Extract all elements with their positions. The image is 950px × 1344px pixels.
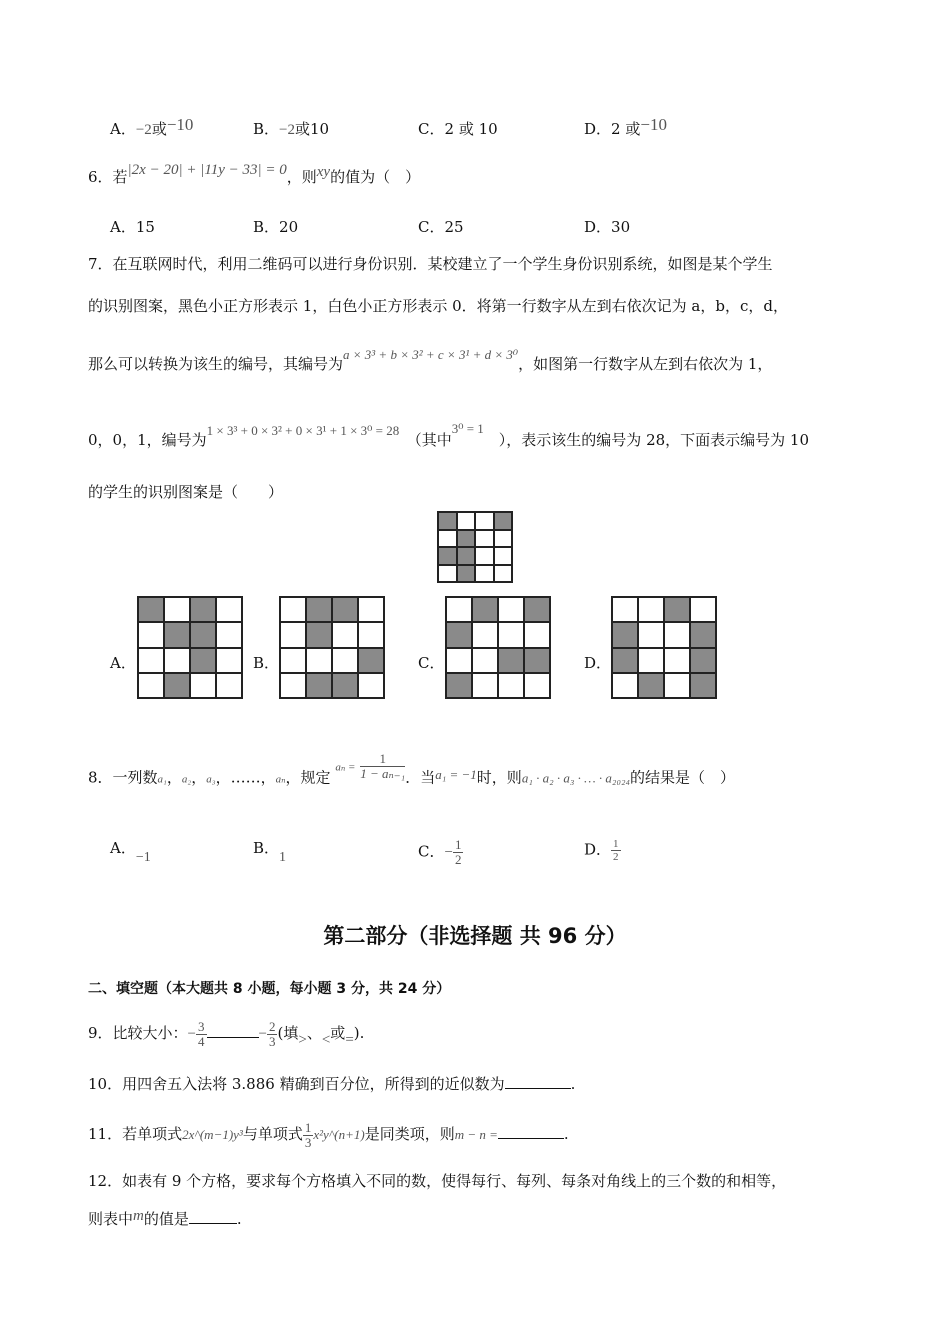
- q7-option-d-pattern: [611, 596, 717, 699]
- question-text: ，规定: [285, 768, 331, 787]
- option-value: 15: [135, 218, 155, 236]
- grid-cell-r4-c4: [494, 565, 513, 583]
- question-text: ．当: [405, 768, 436, 787]
- grid-cell-r4-c3: [475, 565, 494, 583]
- grid-cell-r1-c3: [498, 597, 524, 622]
- option-label: A．: [110, 839, 136, 857]
- option-label: C．: [418, 842, 445, 861]
- grid-cell-r1-c2: [164, 597, 190, 622]
- math-term: a₂: [181, 773, 192, 786]
- question-end: .: [563, 1125, 569, 1143]
- section-2-heading: 二、填空题（本大题共 8 小题，每小题 3 分，共 24 分）: [88, 981, 451, 997]
- answer-blank[interactable]: [189, 1209, 237, 1224]
- formula-fraction: [360, 752, 405, 781]
- question-text: 或: [330, 1024, 346, 1042]
- grid-cell-r1-c4: [524, 597, 550, 622]
- fraction-denominator: 3: [268, 1033, 276, 1049]
- grid-cell-r3-c1: [138, 648, 164, 673]
- question-text: 的值为（ ）: [330, 168, 421, 186]
- fraction-numerator: 1: [360, 752, 405, 767]
- part-2-title: 第二部分（非选择题 共 96 分）: [323, 924, 627, 948]
- option-value: 10: [478, 120, 498, 138]
- grid-cell-r2-c4: [216, 622, 242, 647]
- grid-cell-r2-c3: [475, 530, 494, 548]
- question-text: 与单项式: [242, 1125, 303, 1143]
- grid-cell-r4-c3: [498, 673, 524, 698]
- separator: ，……，: [215, 768, 276, 787]
- grid-cell-r4-c4: [690, 673, 716, 698]
- math-variable: xy: [316, 164, 331, 180]
- fraction-denominator: 3: [304, 1134, 312, 1150]
- grid-cell-r4-c3: [190, 673, 216, 698]
- fraction-sign: −: [187, 1026, 197, 1042]
- math-product: a₁ · a₂ · a₃ · … · a₂₀₂₄: [521, 770, 631, 786]
- q7-option-c-label: C．: [418, 654, 445, 672]
- question-end: .: [236, 1210, 242, 1228]
- math-term: aₙ: [275, 773, 286, 786]
- question-10: [88, 1074, 575, 1094]
- math-term: a₁: [157, 773, 167, 786]
- fraction-sign: −: [258, 1026, 267, 1042]
- grid-cell-r4-c2: [306, 673, 332, 698]
- option-sep: 或: [458, 120, 474, 138]
- question-text: 0，0，1，编号为: [88, 431, 207, 449]
- option-label: D．: [584, 120, 612, 138]
- fraction-denominator: 2: [613, 851, 619, 863]
- q7-line-5: 的学生的识别图案是（ ）: [88, 483, 284, 501]
- grid-cell-r4-c4: [216, 673, 242, 698]
- question-text: ).: [353, 1024, 365, 1042]
- grid-cell-r3-c2: [306, 648, 332, 673]
- grid-cell-r2-c1: [280, 622, 306, 647]
- grid-cell-r1-c1: [138, 597, 164, 622]
- fraction-neg-2-3: [267, 1020, 278, 1049]
- fraction-denominator: 1 − aₙ₋₁: [360, 766, 406, 781]
- question-text: 那么可以转换为该生的编号，其编号为: [88, 355, 344, 373]
- math-condition: a₁ = −1: [435, 766, 477, 782]
- grid-cell-r3-c2: [164, 648, 190, 673]
- grid-cell-r2-c2: [457, 530, 476, 548]
- q7-line-4: [88, 421, 810, 451]
- math-expression: |2x − 20| + |11y − 33| = 0: [127, 162, 287, 178]
- option-value: 20: [279, 218, 299, 236]
- option-sep: 或: [151, 120, 167, 138]
- fraction-numerator: 1: [613, 838, 619, 850]
- grid-cell-r4-c1: [446, 673, 472, 698]
- grid-cell-r1-c2: [472, 597, 498, 622]
- q8-option-b: [253, 838, 287, 865]
- question-number: 9．比较大小：: [88, 1024, 188, 1042]
- grid-cell-r2-c4: [494, 530, 513, 548]
- grid-cell-r3-c3: [498, 648, 524, 673]
- grid-cell-r2-c1: [138, 622, 164, 647]
- fraction-denominator: 2: [454, 852, 462, 867]
- q6-option-d: [584, 217, 630, 237]
- grid-cell-r4-c4: [358, 673, 384, 698]
- answer-blank[interactable]: [207, 1023, 259, 1038]
- q6-option-b: [253, 217, 298, 237]
- monomial-1: 2x^(m−1)y³: [182, 1127, 243, 1142]
- grid-cell-r1-c2: [638, 597, 664, 622]
- question-number: 11．若单项式: [88, 1125, 183, 1143]
- option-value: −2: [135, 122, 152, 138]
- q5-option-c: [418, 119, 498, 139]
- fraction-denominator: 4: [198, 1033, 205, 1049]
- option-value: −10: [640, 115, 667, 134]
- question-number: 8．一列数: [88, 768, 158, 787]
- separator: ，: [166, 768, 182, 787]
- grid-cell-r3-c3: [664, 648, 690, 673]
- fraction-numerator: 3: [198, 1018, 205, 1034]
- q8-option-d: [584, 838, 621, 863]
- grid-cell-r1-c2: [457, 512, 476, 530]
- option-label: C．: [418, 120, 445, 138]
- option-sign: −: [444, 844, 453, 861]
- option-value: −2: [279, 122, 295, 138]
- grid-cell-r4-c2: [472, 673, 498, 698]
- fraction-neg-3-4: [196, 1020, 207, 1049]
- q7-option-c-pattern: [445, 596, 551, 699]
- option-label: B．: [253, 839, 280, 857]
- option-fraction: [453, 838, 464, 867]
- grid-cell-r2-c3: [332, 622, 358, 647]
- question-text: ），表示该生的编号为 28，下面表示编号为 10: [498, 431, 810, 449]
- question-text: 的值是: [143, 1210, 189, 1228]
- fraction-numerator: 2: [268, 1018, 276, 1034]
- recurrence-formula: [335, 752, 405, 781]
- grid-cell-r2-c2: [638, 622, 664, 647]
- math-term: a₃: [206, 773, 216, 786]
- grid-cell-r3-c4: [358, 648, 384, 673]
- separator: ，: [191, 768, 207, 787]
- q8-option-a: [110, 838, 151, 865]
- grid-cell-r1-c3: [190, 597, 216, 622]
- option-label: B．: [253, 120, 280, 138]
- q7-option-a-pattern: [137, 596, 243, 699]
- option-label: D．: [584, 218, 612, 236]
- q5-option-d: [584, 115, 667, 139]
- grid-cell-r1-c1: [280, 597, 306, 622]
- question-text: 是同类项，则: [364, 1125, 455, 1143]
- q7-line-3: [88, 347, 773, 375]
- grid-cell-r3-c4: [494, 547, 513, 565]
- grid-cell-r1-c1: [438, 512, 457, 530]
- grid-cell-r3-c1: [446, 648, 472, 673]
- equals-symbol: =: [345, 1032, 354, 1048]
- grid-cell-r1-c3: [475, 512, 494, 530]
- grid-cell-r2-c4: [690, 622, 716, 647]
- grid-cell-r3-c2: [638, 648, 664, 673]
- math-variable: m: [133, 1208, 144, 1224]
- option-sep: 或: [625, 120, 641, 138]
- grid-cell-r4-c2: [457, 565, 476, 583]
- question-text: （其中: [414, 431, 452, 449]
- grid-cell-r1-c4: [358, 597, 384, 622]
- grid-cell-r2-c1: [438, 530, 457, 548]
- grid-cell-r2-c2: [164, 622, 190, 647]
- grid-cell-r4-c1: [612, 673, 638, 698]
- question-11: [88, 1114, 569, 1155]
- grid-cell-r1-c1: [612, 597, 638, 622]
- grid-cell-r3-c2: [457, 547, 476, 565]
- q5-option-a: [110, 115, 194, 140]
- question-end: .: [570, 1075, 576, 1093]
- formula-lhs: aₙ =: [335, 761, 356, 774]
- grid-cell-r3-c3: [475, 547, 494, 565]
- question-8: [88, 751, 736, 793]
- option-label: A．: [110, 120, 136, 138]
- fraction-numerator: 1: [304, 1119, 312, 1135]
- math-formula: 3⁰ = 1: [451, 421, 484, 436]
- math-expression: m − n =: [454, 1127, 498, 1142]
- separator: 、: [306, 1024, 322, 1042]
- q6-option-a: [110, 217, 155, 237]
- grid-cell-r3-c4: [690, 648, 716, 673]
- option-value: 2: [611, 120, 621, 138]
- option-value: 1: [279, 850, 287, 865]
- grid-cell-r4-c4: [524, 673, 550, 698]
- q7-line-2: 的识别图案，黑色小正方形表示 1，白色小正方形表示 0．将第一行数字从左到右依次记为 a，b，c，d，: [88, 297, 788, 315]
- q12-line-2: [88, 1209, 242, 1230]
- math-formula: 1 × 3³ + 0 × 3² + 0 × 3¹ + 1 × 3⁰ = 28: [206, 423, 400, 438]
- q7-line-1: 7．在互联网时代，利用二维码可以进行身份识别．某校建立了一个学生身份识别系统，如图是某个学生: [88, 255, 773, 273]
- question-text: ，则: [286, 168, 317, 186]
- option-value: 10: [310, 120, 330, 138]
- grid-cell-r2-c2: [472, 622, 498, 647]
- monomial-2: x²y^(n+1): [313, 1127, 365, 1142]
- grid-cell-r2-c3: [498, 622, 524, 647]
- option-value: 30: [611, 218, 631, 236]
- greater-than-symbol: >: [298, 1032, 307, 1048]
- grid-cell-r3-c4: [524, 648, 550, 673]
- grid-cell-r2-c4: [524, 622, 550, 647]
- grid-cell-r4-c1: [438, 565, 457, 583]
- example-id-pattern: [437, 511, 513, 583]
- fraction-numerator: 1: [454, 837, 462, 852]
- option-value: 25: [444, 218, 464, 236]
- grid-cell-r1-c4: [690, 597, 716, 622]
- grid-cell-r4-c2: [638, 673, 664, 698]
- grid-cell-r4-c3: [332, 673, 358, 698]
- option-fraction: [611, 838, 621, 863]
- coefficient-fraction: [303, 1121, 314, 1150]
- question-text: (填: [277, 1024, 299, 1042]
- grid-cell-r4-c2: [164, 673, 190, 698]
- option-value: −10: [166, 115, 194, 134]
- grid-cell-r1-c1: [446, 597, 472, 622]
- q7-option-d-label: D．: [584, 654, 612, 672]
- q12-line-1: 12．如表有 9 个方格，要求每个方格填入不同的数，使得每行、每列、每条对角线上的三个数的和相等，: [88, 1172, 787, 1190]
- q7-option-b-label: B．: [253, 654, 280, 672]
- grid-cell-r2-c3: [190, 622, 216, 647]
- grid-cell-r2-c1: [446, 622, 472, 647]
- question-text: 10．用四舍五入法将 3.886 精确到百分位，所得到的近似数为: [88, 1075, 505, 1093]
- question-text: 的结果是（ ）: [630, 768, 736, 787]
- grid-cell-r2-c4: [358, 622, 384, 647]
- option-label: B．: [253, 218, 280, 236]
- grid-cell-r3-c4: [216, 648, 242, 673]
- option-sep: 或: [295, 120, 311, 138]
- less-than-symbol: <: [321, 1032, 331, 1048]
- grid-cell-r1-c2: [306, 597, 332, 622]
- answer-blank[interactable]: [498, 1124, 564, 1139]
- question-text: ，如图第一行数字从左到右依次为 1，: [518, 355, 773, 373]
- grid-cell-r3-c3: [190, 648, 216, 673]
- grid-cell-r2-c3: [664, 622, 690, 647]
- grid-cell-r2-c2: [306, 622, 332, 647]
- q5-option-b: [253, 119, 329, 140]
- q6-option-c: [418, 217, 464, 237]
- q7-option-b-pattern: [279, 596, 385, 699]
- question-6: [88, 162, 421, 188]
- q7-option-a-label: A．: [110, 654, 136, 672]
- grid-cell-r1-c4: [494, 512, 513, 530]
- grid-cell-r4-c1: [138, 673, 164, 698]
- question-text: 则表中: [88, 1210, 134, 1228]
- question-number: 6．若: [88, 168, 128, 186]
- grid-cell-r3-c1: [612, 648, 638, 673]
- option-value: −1: [135, 850, 151, 865]
- grid-cell-r1-c3: [332, 597, 358, 622]
- grid-cell-r1-c3: [664, 597, 690, 622]
- question-text: 时，则: [476, 768, 522, 787]
- grid-cell-r3-c3: [332, 648, 358, 673]
- grid-cell-r3-c1: [438, 547, 457, 565]
- option-label: C．: [418, 218, 445, 236]
- grid-cell-r3-c2: [472, 648, 498, 673]
- option-label: A．: [110, 218, 136, 236]
- grid-cell-r1-c4: [216, 597, 242, 622]
- q8-option-c: [418, 838, 463, 867]
- option-value: 2: [444, 120, 455, 138]
- grid-cell-r3-c1: [280, 648, 306, 673]
- option-label: D．: [584, 840, 612, 859]
- grid-cell-r4-c3: [664, 673, 690, 698]
- grid-cell-r2-c1: [612, 622, 638, 647]
- grid-cell-r4-c1: [280, 673, 306, 698]
- question-9: [88, 1013, 364, 1054]
- answer-blank[interactable]: [505, 1074, 571, 1089]
- math-formula: a × 3³ + b × 3² + c × 3¹ + d × 3⁰: [343, 347, 519, 362]
